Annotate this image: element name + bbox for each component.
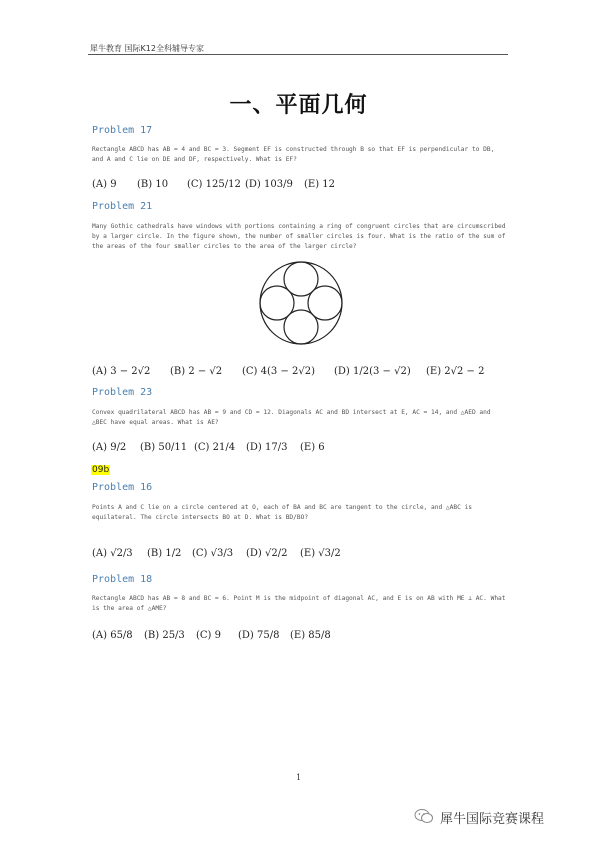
choice-c: (C) 21/4	[194, 442, 236, 453]
choice-c: (C) 125/12	[187, 179, 241, 190]
choice-e: (E) 85/8	[290, 630, 331, 641]
choice-c: (C) 4(3 − 2√2)	[242, 366, 315, 377]
watermark-text: 犀牛国际竞赛课程	[440, 812, 545, 827]
choice-a: (A) 3 − 2√2	[92, 366, 151, 377]
choice-e: (E) √3/2	[300, 548, 341, 559]
choice-a: (A) 65/8	[92, 630, 133, 641]
highlight-label: 09b	[92, 465, 110, 475]
choice-a: (A) 9	[92, 179, 117, 190]
page-title: 一、平面几何	[229, 93, 368, 118]
small-circle-left	[260, 286, 294, 320]
choice-b: (B) 2 − √2	[170, 366, 223, 377]
problem-23-text: Convex quadrilateral ABCD has AB = 9 and CD = 12. Diagonals AC and BD intersect at E, AC = 14, and △AED and △BEC have equal areas. What is AE?	[92, 409, 491, 426]
problem-23-heading: Problem 23	[92, 387, 153, 398]
page-header: 犀牛教育 国际K12全科辅导专家	[90, 44, 204, 53]
problem-21-text: Many Gothic cathedrals have windows with portions containing a ring of congruent circles that are circumscribed by a larger circle. In the figure shown, the number of smaller circles is four. What is the ratio of the sum of the areas of the four smaller circles to the area of the larger circle?	[92, 223, 506, 250]
choice-a: (A) √2/3	[92, 548, 133, 559]
circles-figure	[258, 260, 344, 346]
small-circle-right	[308, 286, 342, 320]
choice-c: (C) √3/3	[192, 548, 234, 559]
header-divider	[88, 54, 508, 55]
choice-e: (E) 2√2 − 2	[426, 366, 485, 377]
problem-18-text: Rectangle ABCD has AB = 8 and BC = 6. Point M is the midpoint of diagonal AC, and E is on AB with ME ⊥ AC. What is the area of △AME?	[92, 595, 506, 612]
choice-b: (B) 50/11	[140, 442, 188, 453]
problem-17-heading: Problem 17	[92, 125, 153, 136]
choice-e: (E) 12	[304, 179, 336, 190]
choice-d: (D) 75/8	[238, 630, 280, 641]
problem-16-heading: Problem 16	[92, 482, 153, 493]
choice-d: (D) 103/9	[245, 179, 293, 190]
choice-a: (A) 9/2	[92, 442, 127, 453]
problem-18-heading: Problem 18	[92, 574, 153, 585]
choice-b: (B) 1/2	[147, 548, 182, 559]
choice-d: (D) √2/2	[246, 548, 288, 559]
choice-e: (E) 6	[300, 442, 325, 453]
choice-c: (C) 9	[196, 630, 221, 641]
wechat-icon	[414, 808, 434, 824]
choice-d: (D) 17/3	[246, 442, 288, 453]
choice-b: (B) 25/3	[144, 630, 185, 641]
problem-16-text: Points A and C lie on a circle centered at O, each of BA and BC are tangent to the circle, and △ABC is equilateral. The circle intersects BO at D. What is BD/BO?	[92, 504, 472, 521]
large-circle	[260, 262, 342, 344]
page-number: 1	[295, 773, 302, 782]
problem-21-heading: Problem 21	[92, 201, 153, 212]
choice-b: (B) 10	[137, 179, 169, 190]
problem-17-text: Rectangle ABCD has AB = 4 and BC = 3. Segment EF is constructed through B so that EF is perpendicular to DB, and A and C lie on DE and DF, respectively. What is EF?	[92, 146, 495, 163]
choice-d: (D) 1/2(3 − √2)	[334, 366, 411, 377]
